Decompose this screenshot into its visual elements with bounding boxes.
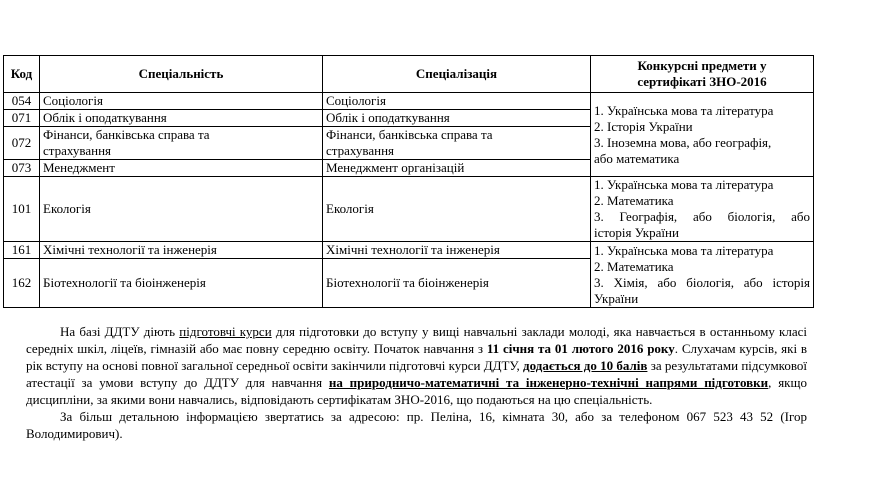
- cell-specialty: Екологія: [40, 177, 323, 242]
- subject-line: 1. Українська мова та література: [594, 177, 774, 192]
- cell-specialty: Облік і оподаткування: [40, 110, 323, 127]
- subject-line: історія України: [594, 225, 679, 240]
- cell-specialization: Хімічні технології та інженерія: [323, 242, 591, 259]
- cell-specialization: Біотехнології та біоінженерія: [323, 259, 591, 308]
- cell-specialization: Соціологія: [323, 93, 591, 110]
- subject-line: 2. Математика: [594, 193, 674, 208]
- cell-code: 101: [4, 177, 40, 242]
- start-dates: 11 січня та 01 лютого 2016 року: [486, 341, 675, 356]
- header-specialty: Спеціальність: [40, 56, 323, 93]
- cell-specialty: Менеджмент: [40, 160, 323, 177]
- prep-courses-link-text: підготовчі курси: [179, 324, 272, 339]
- subject-line: 1. Українська мова та література: [594, 242, 774, 258]
- subject-line: 3. Хімія, або біологія, або історія: [594, 274, 810, 290]
- cell-subjects: [591, 242, 814, 308]
- cell-specialization: [323, 127, 591, 160]
- cell-specialization: Облік і оподаткування: [323, 110, 591, 127]
- cell-specialization-line: Фінанси, банківська справа та: [326, 127, 493, 142]
- subject-line: 2. Історія України: [594, 118, 693, 134]
- cell-subjects: [591, 177, 814, 242]
- table-row: [4, 93, 814, 110]
- cell-specialty-line: страхування: [43, 143, 112, 158]
- subject-line: 1. Українська мова та література: [594, 102, 774, 118]
- header-subjects-line: Конкурсні предмети у: [637, 58, 767, 73]
- cell-code: 161: [4, 242, 40, 259]
- table-row: [4, 242, 814, 259]
- header-code: Код: [4, 56, 40, 93]
- study-directions: на природничо-математичні та інженерно-технічні напрями підготовки: [328, 375, 769, 390]
- bonus-points: додається до 10 балів: [523, 358, 648, 373]
- subject-line: 2. Математика: [594, 258, 674, 274]
- cell-specialization-line: страхування: [326, 143, 395, 158]
- subject-line: України: [594, 290, 639, 306]
- header-subjects: [591, 56, 814, 93]
- table-header-row: [4, 56, 814, 93]
- cell-code: 072: [4, 127, 40, 160]
- contact-paragraph: За більш детальною інформацією звертатись за адресою: пр. Пеліна, 16, кімната 30, або за телефоном 067 523 43 52 (Ігор Володимирович).: [26, 409, 807, 441]
- table-row: [4, 177, 814, 242]
- cell-code: 071: [4, 110, 40, 127]
- cell-specialty: [40, 127, 323, 160]
- subject-line: або математика: [594, 150, 680, 166]
- subject-line: 3. Іноземна мова, або географія,: [594, 134, 772, 150]
- cell-specialty: Хімічні технології та інженерія: [40, 242, 323, 259]
- cell-specialization: Екологія: [323, 177, 591, 242]
- text-run: за результатами підсумкової атестації за умови вступу до ДДТУ для навчання: [26, 358, 807, 390]
- cell-subjects: [591, 93, 814, 177]
- cell-specialty: Біотехнології та біоінженерія: [40, 259, 323, 308]
- text-run: , якщо дисципліни, за якими вони навчались, відповідають сертифікатам ЗНО-2016, що подаються на цю спеціальність.: [26, 375, 807, 407]
- cell-specialty: Соціологія: [40, 93, 323, 110]
- text-run: На базі ДДТУ діють: [60, 324, 180, 339]
- courses-paragraph: [26, 323, 807, 408]
- cell-code: 054: [4, 93, 40, 110]
- text-run: для підготовки до вступу у вищі навчальні заклади молоді, яка навчається в останньому класі середніх шкіл, ліцеїв, гімназій або має повну середню освіту. Початок навчання з: [26, 324, 808, 356]
- cell-specialty-line: Фінанси, банківська справа та: [43, 127, 210, 142]
- info-text: [26, 323, 807, 442]
- header-subjects-line: сертифікаті ЗНО-2016: [637, 74, 767, 89]
- subject-line: 3. Географія, або біологія, або: [594, 209, 810, 224]
- cell-specialization: Менеджмент організацій: [323, 160, 591, 177]
- header-specialization: Спеціалізація: [323, 56, 591, 93]
- cell-code: 162: [4, 259, 40, 308]
- specialties-table: [3, 55, 814, 308]
- cell-code: 073: [4, 160, 40, 177]
- text-run: . Слухачам курсів, які в рік вступу на основі повної загальної середньої освіти закінчили підготовчі курси ДДТУ,: [26, 341, 808, 373]
